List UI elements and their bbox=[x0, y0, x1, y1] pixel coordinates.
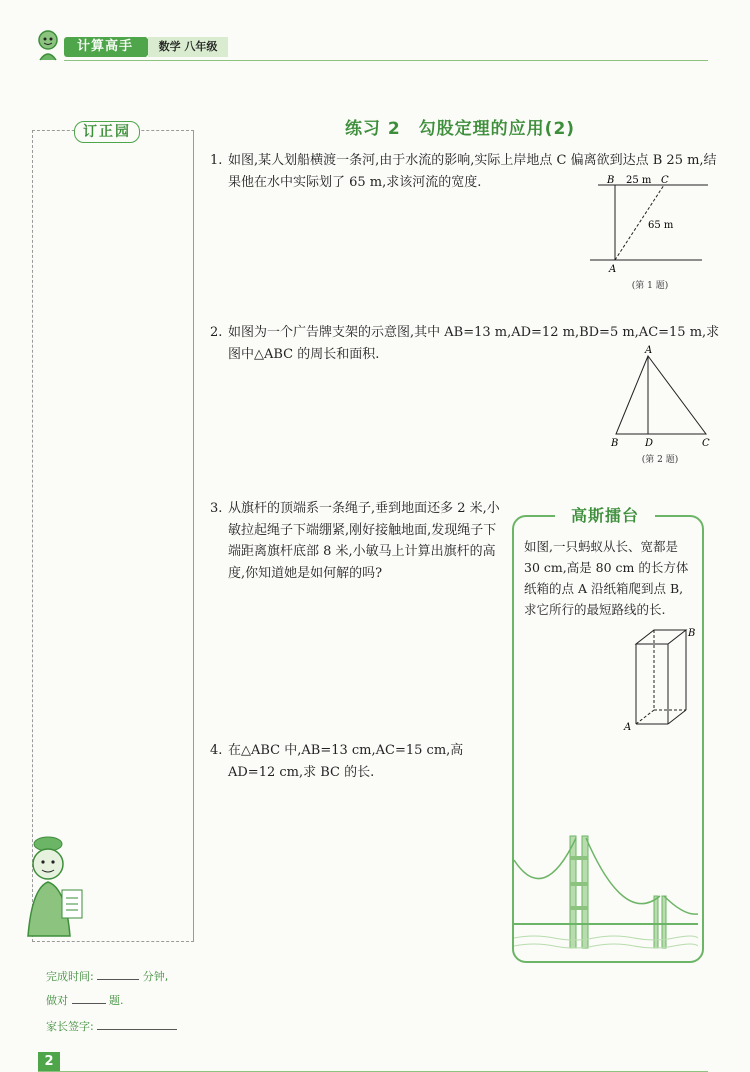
figure-2-caption: (第 2 题) bbox=[641, 455, 679, 465]
parent-signature-label: 家长签字: bbox=[46, 1020, 94, 1033]
correct-count-field[interactable] bbox=[72, 1003, 106, 1004]
figure-1-caption: (第 1 题) bbox=[631, 281, 669, 291]
figure-1-river bbox=[590, 172, 712, 276]
correction-area[interactable] bbox=[32, 130, 194, 942]
correction-area-title: 订正园 bbox=[74, 121, 140, 143]
parent-signature-field[interactable] bbox=[97, 1029, 177, 1030]
subject-label: 数学 八年级 bbox=[148, 37, 228, 57]
question-3 bbox=[210, 498, 502, 584]
completion-time-line bbox=[46, 968, 168, 984]
question-text: 如图,某人划船横渡一条河,由于水流的影响,实际上岸地点 C 偏离欲到达点 B 25 m,结果他在水中实际划了 65 m,求该河流的宽度. bbox=[228, 153, 717, 190]
figure-1-top-length: 25 m bbox=[626, 175, 652, 186]
mascot-icon bbox=[30, 26, 66, 62]
figure-2-label-c: C bbox=[702, 438, 710, 449]
figure-2-label-d: D bbox=[645, 438, 654, 449]
gauss-challenge-title: 高斯擂台 bbox=[555, 505, 655, 527]
figure-1-label-a: A bbox=[609, 264, 617, 275]
question-4 bbox=[210, 740, 502, 783]
parent-signature-line bbox=[46, 1018, 177, 1034]
question-number: 4. bbox=[210, 743, 223, 758]
question-number: 3. bbox=[210, 501, 223, 516]
scholar-mascot-icon bbox=[14, 832, 94, 944]
page-number: 2 bbox=[38, 1052, 60, 1072]
gauss-figure-label-a: A bbox=[624, 722, 632, 733]
question-text: 如图为一个广告牌支架的示意图,其中 AB=13 m,AD=12 m,BD=5 m,AC=15 m,求图中△ABC 的周长和面积. bbox=[228, 325, 720, 362]
bridge-illustration-icon bbox=[514, 826, 698, 956]
figure-2-label-b: B bbox=[611, 438, 619, 449]
correct-count-line bbox=[46, 992, 124, 1008]
completion-time-label: 完成时间: bbox=[46, 970, 94, 983]
gauss-figure-box bbox=[622, 622, 698, 734]
figure-2-triangle bbox=[606, 342, 716, 450]
completion-time-field[interactable] bbox=[97, 979, 139, 980]
gauss-challenge-text: 如图,一只蚂蚁从长、宽都是 30 cm,高是 80 cm 的长方体纸箱的点 A 沿纸箱爬到点 B,求它所行的最短路线的长. bbox=[524, 539, 689, 617]
completion-time-unit: 分钟, bbox=[142, 970, 169, 983]
figure-1-label-b: B bbox=[607, 175, 615, 186]
brand-badge: 计算高手 bbox=[64, 37, 146, 57]
question-text: 在△ABC 中,AB=13 cm,AC=15 cm,高 AD=12 cm,求 BC 的长. bbox=[228, 743, 464, 780]
question-text: 从旗杆的顶端系一条绳子,垂到地面还多 2 米,小敏拉起绳子下端绷紧,刚好接触地面,发现绳子下端距离旗杆底部 8 米,小敏马上计算出旗杆的高度,你知道她是如何解的吗? bbox=[228, 501, 500, 581]
question-number: 2. bbox=[210, 325, 223, 340]
gauss-figure-label-b: B bbox=[688, 628, 696, 639]
figure-1-label-c: C bbox=[661, 175, 669, 186]
correct-count-label: 做对 bbox=[46, 994, 68, 1007]
lesson-title: 练习 2 勾股定理的应用(2) bbox=[344, 119, 576, 139]
figure-2-label-a: A bbox=[645, 345, 653, 356]
header-divider bbox=[64, 60, 708, 61]
question-number: 1. bbox=[210, 153, 223, 168]
figure-1-diag-length: 65 m bbox=[648, 220, 674, 231]
correct-count-unit: 题. bbox=[109, 994, 124, 1007]
